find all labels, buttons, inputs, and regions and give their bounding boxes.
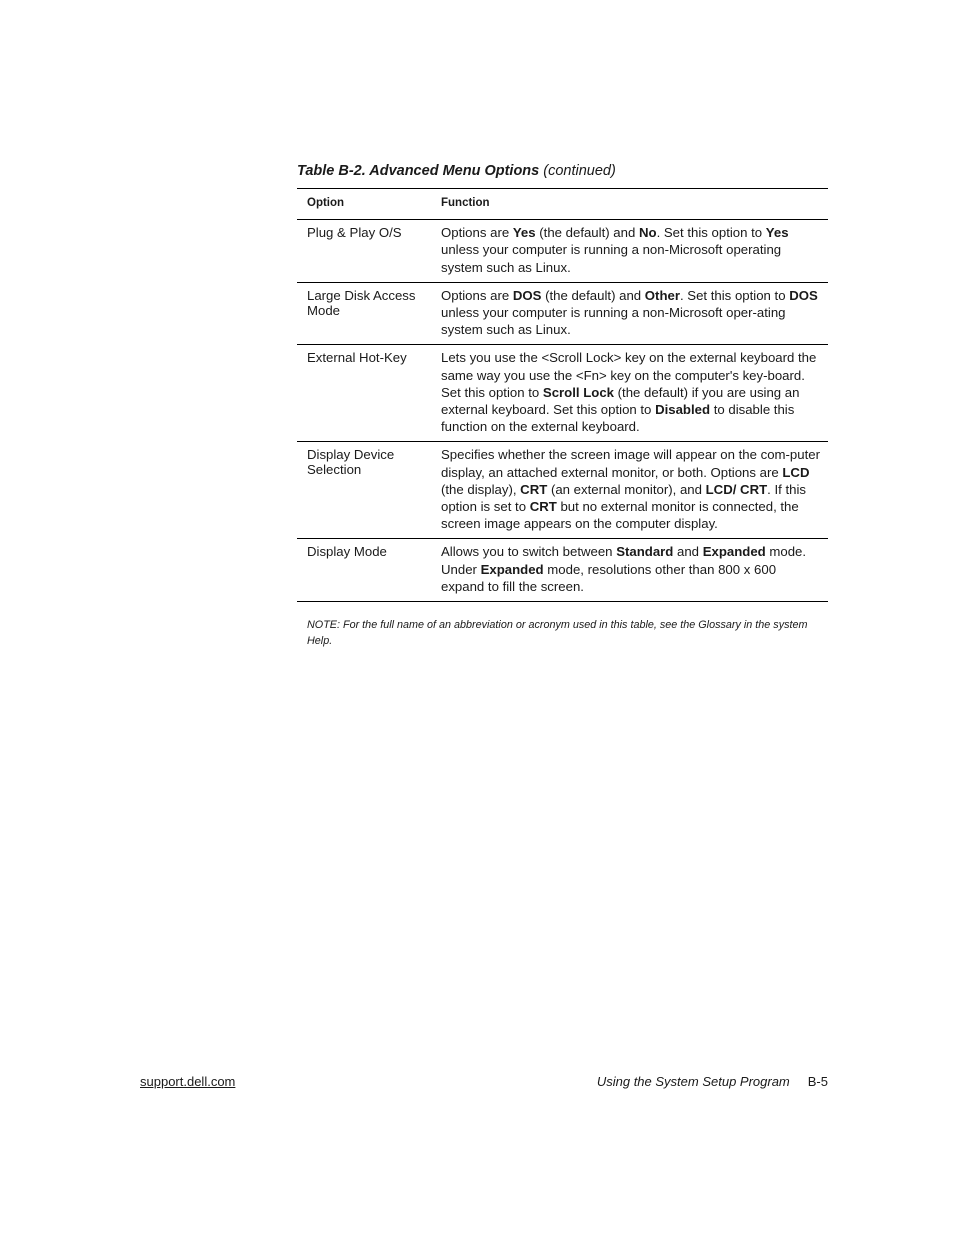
option-value: Expanded	[480, 561, 544, 577]
function-cell: Allows you to switch between Standard and Expanded mode. Under Expanded mode, resolutions other than 800 x 600 expand to fill the screen.	[431, 539, 828, 602]
advanced-menu-options-table	[297, 188, 828, 602]
option-cell: Display Mode	[297, 539, 431, 602]
function-cell: Options are DOS (the default) and Other. Set this option to DOS unless your computer is running a non-Microsoft oper-ating system such as Linux.	[431, 282, 828, 345]
page-number: B-5	[807, 1074, 828, 1089]
option-value: Standard	[616, 544, 674, 560]
footer-chapter-title: Using the System Setup Program	[596, 1074, 790, 1089]
option-cell: Display Device Selection	[297, 442, 431, 539]
column-header-function: Function	[431, 189, 828, 220]
option-value: Expanded	[702, 544, 766, 560]
table-row	[297, 442, 828, 539]
table-row	[297, 282, 828, 345]
option-cell: Plug & Play O/S	[297, 220, 431, 283]
table-header-row	[297, 189, 828, 220]
table-continued-label: (continued)	[543, 163, 616, 179]
option-cell: External Hot-Key	[297, 345, 431, 442]
function-cell: Lets you use the <Scroll Lock> key on the external keyboard the same way you use the <Fn> key on the computer's key-board. Set this option to Scroll Lock (the default) if you are using an external keyboard. Set this option to Disabled to disable this function on the external keyboard.	[431, 345, 828, 442]
option-value: Yes	[512, 225, 536, 241]
support-link[interactable]: support.dell.com	[140, 1074, 236, 1089]
table-note: NOTE: For the full name of an abbreviation or acronym used in this table, see the Glossary in the system Help.	[307, 619, 808, 647]
option-value: CRT	[529, 499, 557, 515]
table-row	[297, 345, 828, 442]
option-value: CRT	[520, 481, 548, 497]
option-value: Other	[644, 287, 680, 303]
option-value: No	[638, 225, 657, 241]
option-value: Yes	[765, 225, 789, 241]
function-cell: Specifies whether the screen image will appear on the com-puter display, an attached external monitor, or both. Options are LCD (the display), CRT (an external monitor), and LCD/ CRT. If this option is set to CRT but no external monitor is connected, the screen image appears on the computer display.	[431, 442, 828, 539]
option-cell: Large Disk Access Mode	[297, 282, 431, 345]
option-value: DOS	[512, 287, 542, 303]
table-row	[297, 539, 828, 602]
function-cell: Options are Yes (the default) and No. Set this option to Yes unless your computer is running a non-Microsoft operating system such as Linux.	[431, 220, 828, 283]
table-title: Table B-2. Advanced Menu Options	[297, 163, 540, 179]
option-value: LCD	[782, 464, 810, 480]
table-caption	[297, 163, 616, 179]
page-footer	[597, 1074, 828, 1089]
option-value: DOS	[789, 287, 818, 303]
table-row	[297, 220, 828, 283]
option-value: Scroll Lock	[542, 384, 614, 400]
column-header-option: Option	[297, 189, 431, 220]
option-value: Disabled	[655, 402, 711, 418]
option-value: LCD/ CRT	[705, 481, 768, 497]
